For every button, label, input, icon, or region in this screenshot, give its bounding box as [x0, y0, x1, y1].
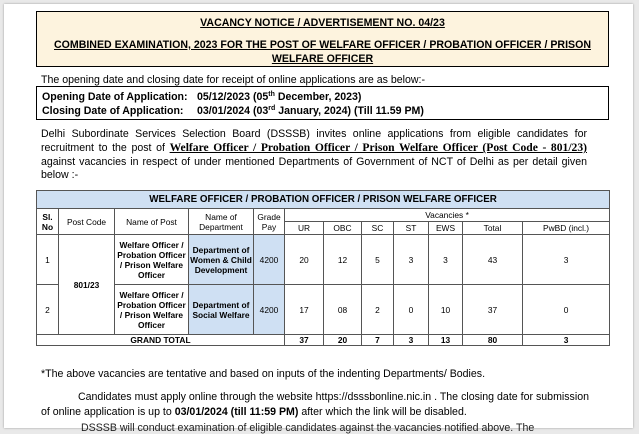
gt-pwbd: 3 — [523, 335, 610, 346]
grand-total-label: GRAND TOTAL — [37, 335, 285, 346]
col-grade-pay: Grade Pay — [254, 209, 285, 235]
row-sc: 2 — [362, 285, 394, 335]
closing-date-label: Closing Date of Application: — [42, 105, 184, 117]
row-sc: 5 — [362, 235, 394, 285]
opening-date-value: 05/12/2023 (05 — [197, 91, 269, 103]
row-total: 37 — [463, 285, 523, 335]
notice-subject: COMBINED EXAMINATION, 2023 FOR THE POST OF WELFARE OFFICER / PROBATION OFFICER / PRISON WELFARE OFFICER — [54, 39, 591, 65]
table-row — [37, 285, 610, 335]
col-vacancies: Vacancies * — [285, 209, 610, 222]
col-post-code: Post Code — [59, 209, 115, 235]
row-sl: 1 — [37, 235, 59, 285]
gt-st: 3 — [394, 335, 429, 346]
row-post: Welfare Officer / Probation Officer / Prison Welfare Officer — [115, 235, 189, 285]
gt-ews: 13 — [429, 335, 463, 346]
col-ews: EWS — [429, 222, 463, 235]
apply-paragraph — [41, 390, 589, 420]
apply-text-1: Candidates must apply online through the website https://dsssbonline.nic.in . The closing date for submission of online application is up to — [41, 391, 589, 418]
vacancy-note: *The above vacancies are tentative and based on inputs of the indenting Departments/ Bodies. — [41, 368, 486, 380]
apply-text — [41, 390, 589, 420]
table-title: WELFARE OFFICER / PROBATION OFFICER / PRISON WELFARE OFFICER — [37, 191, 610, 209]
opening-date-row — [42, 91, 361, 103]
col-total: Total — [463, 222, 523, 235]
gt-sc: 7 — [362, 335, 394, 346]
col-sl: Sl. No — [37, 209, 59, 235]
row-department: Department of Women & Child Development — [189, 235, 254, 285]
opening-date-label: Opening Date of Application: — [42, 91, 188, 103]
dates-box — [36, 86, 609, 120]
row-ews: 3 — [429, 235, 463, 285]
opening-date-tail: December, 2023) — [274, 91, 362, 103]
col-department: Name of Department — [189, 209, 254, 235]
post-highlight: Welfare Officer / Probation Officer / Prison Welfare Officer (Post Code - 801/23) — [169, 141, 587, 155]
notice-number: VACANCY NOTICE / ADVERTISEMENT NO. 04/23 — [200, 17, 445, 29]
vacancy-table — [36, 190, 610, 346]
row-total: 43 — [463, 235, 523, 285]
row-obc: 12 — [324, 235, 362, 285]
post-code-cell: 801/23 — [59, 235, 115, 335]
row-grade-pay: 4200 — [254, 235, 285, 285]
col-post-name: Name of Post — [115, 209, 189, 235]
invitation-text-1: Delhi Subordinate Services Selection Board (DSSSB) invites online applications from eligible candidates for recruitment to the post of — [41, 128, 587, 155]
row-post: Welfare Officer / Probation Officer / Prison Welfare Officer — [115, 285, 189, 335]
closing-date-sup: rd — [268, 105, 276, 112]
col-pwbd: PwBD (incl.) — [523, 222, 610, 235]
row-st: 3 — [394, 235, 429, 285]
row-pwbd: 0 — [523, 285, 610, 335]
row-ur: 20 — [285, 235, 324, 285]
gt-total: 80 — [463, 335, 523, 346]
row-department: Department of Social Welfare — [189, 285, 254, 335]
notice-page — [4, 4, 633, 434]
gt-obc: 20 — [324, 335, 362, 346]
row-grade-pay: 4200 — [254, 285, 285, 335]
apply-text-2: after which the link will be disabled. — [298, 406, 467, 418]
table-row — [37, 235, 610, 285]
invitation-text-2: against vacancies in respect of under mentioned Departments of Government of NCT of Delhi as per detail given below :- — [41, 155, 587, 181]
col-obc: OBC — [324, 222, 362, 235]
notice-header — [36, 11, 609, 67]
row-st: 0 — [394, 285, 429, 335]
col-ur: UR — [285, 222, 324, 235]
grand-total-row — [37, 335, 610, 346]
row-pwbd: 3 — [523, 235, 610, 285]
gt-ur: 37 — [285, 335, 324, 346]
cutoff-line: DSSSB will conduct examination of eligible candidates against the vacancies notified above. The — [81, 422, 535, 434]
closing-date-row — [42, 105, 424, 117]
closing-date-tail: January, 2024) (Till 11.59 PM) — [275, 105, 424, 117]
closing-date-value: 03/01/2024 (03 — [197, 105, 269, 117]
row-ews: 10 — [429, 285, 463, 335]
col-st: ST — [394, 222, 429, 235]
row-sl: 2 — [37, 285, 59, 335]
invitation-paragraph — [41, 128, 587, 182]
col-sc: SC — [362, 222, 394, 235]
dates-intro: The opening date and closing date for receipt of online applications are as below:- — [41, 74, 425, 86]
apply-deadline: 03/01/2024 (till 11:59 PM) — [174, 406, 299, 418]
row-ur: 17 — [285, 285, 324, 335]
opening-date-sup: th — [268, 91, 275, 98]
row-obc: 08 — [324, 285, 362, 335]
